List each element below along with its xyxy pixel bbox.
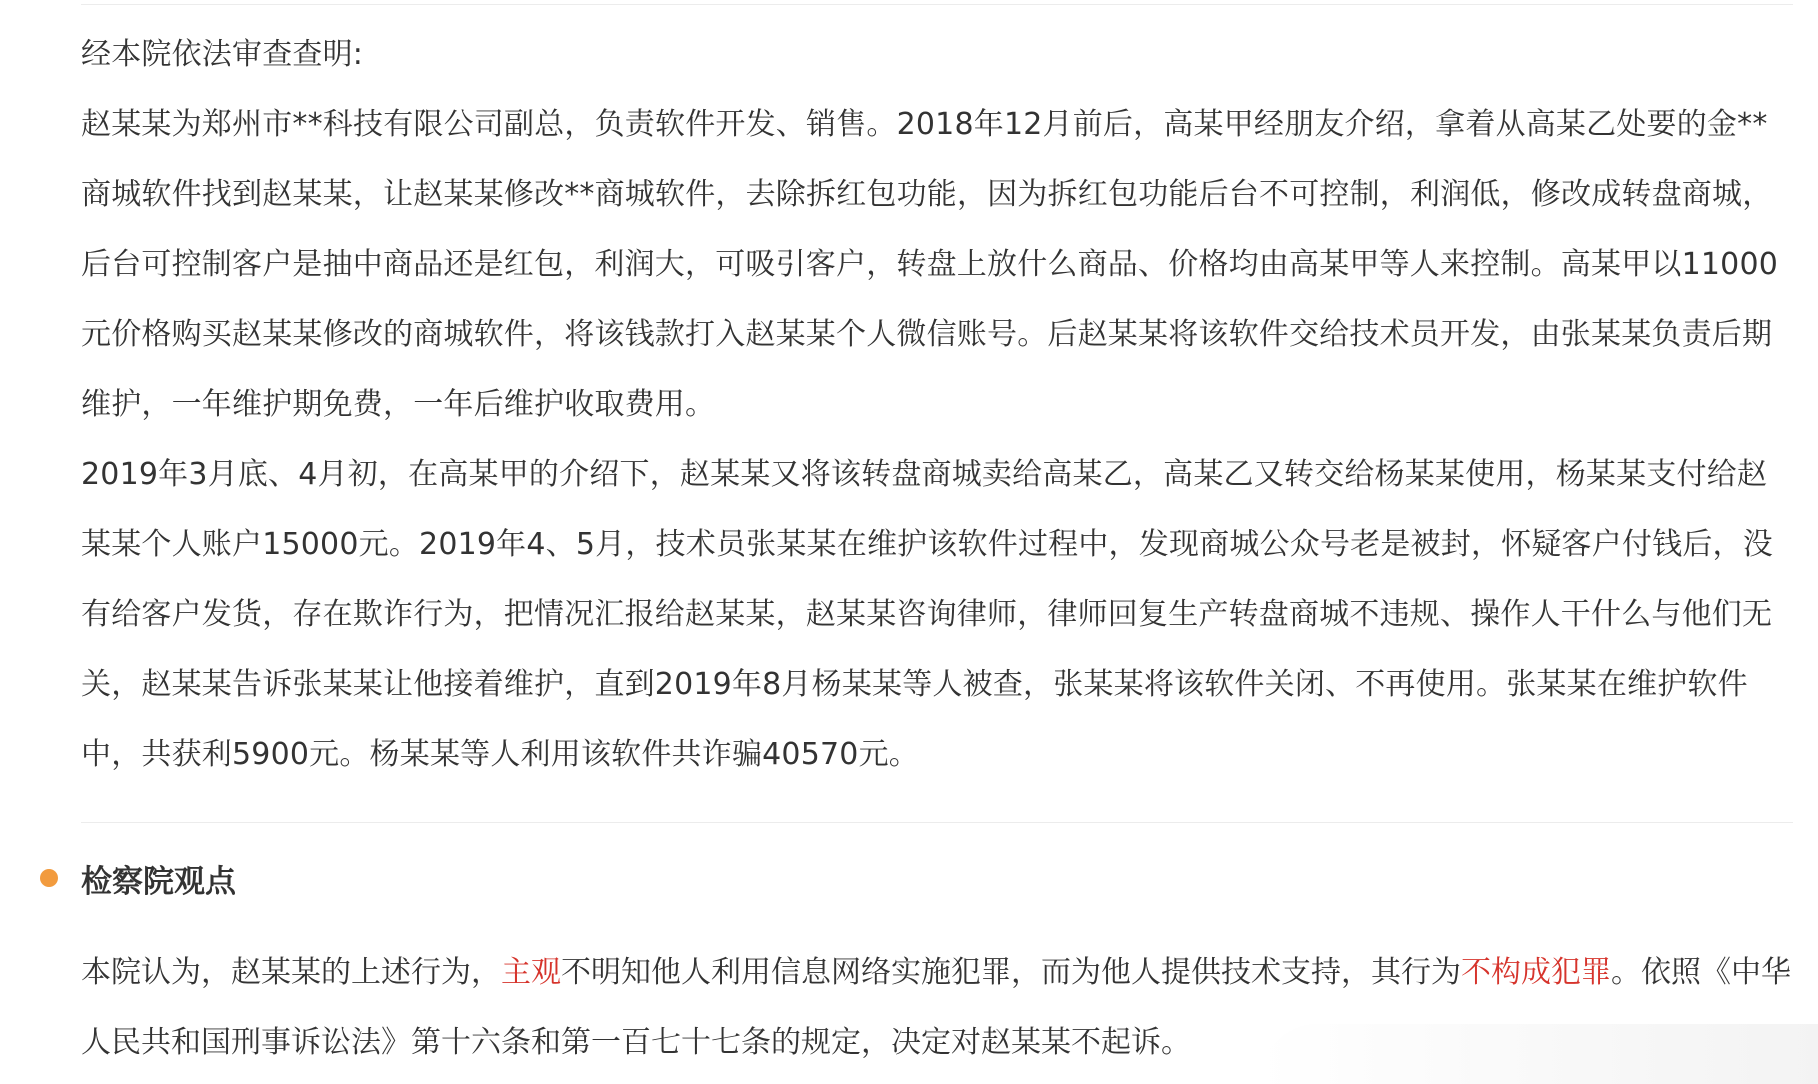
findings-paragraph-1: 赵某某为郑州市**科技有限公司副总，负责软件开发、销售。2018年12月前后，高某甲经朋友介绍，拿着从高某乙处要的金**商城软件找到赵某某，让赵某某修改**商城软件，去除拆红包功能，因为拆红包功能后台不可控制，利润低，修改成转盘商城，后台可控制客户是抽中商品还是红包，利润大，可吸引客户，转盘上放什么商品、价格均由高某甲等人来控制。高某甲以11000元价格购买赵某某修改的商城软件，将该钱款打入赵某某个人微信账号。后赵某某将该软件交给技术员开发，由张某某负责后期维护，一年维护期免费，一年后维护收取费用。 [81, 107, 1779, 422]
findings-paragraph-2: 2019年3月底、4月初，在高某甲的介绍下，赵某某又将该转盘商城卖给高某乙，高某乙又转交给杨某某使用，杨某某支付给赵某某个人账户15000元。2019年4、5月，技术员张某某在维护该软件过程中，发现商城公众号老是被封，怀疑客户付钱后，没有给客户发货，存在欺诈行为，把情况汇报给赵某某，赵某某咨询律师，律师回复生产转盘商城不违规、操作人干什么与他们无关，赵某某告诉张某某让他接着维护，直到2019年8月杨某某等人被查，张某某将该软件关闭、不再使用。张某某在维护软件中，共获利5900元。杨某某等人利用该软件共诈骗40570元。 [81, 457, 1773, 772]
highlight-not-crime: 不构成犯罪 [1461, 955, 1611, 990]
top-divider [81, 4, 1793, 5]
highlight-subjective: 主观 [501, 955, 561, 990]
section-divider [81, 822, 1793, 823]
bullet-dot-icon [40, 869, 58, 887]
procuratorate-header [40, 855, 236, 901]
bottom-shadow-decoration [1258, 1024, 1818, 1084]
findings-section [81, 20, 1793, 790]
opinion-text-1: 本院认为，赵某某的上述行为， [81, 955, 501, 990]
opinion-text-3: 。依照《中华人民共和国刑事诉讼法》第十六条和第一百七十七条的规定，决定对赵某某不起诉。 [81, 955, 1791, 1060]
findings-intro: 经本院依法审查查明: [81, 37, 364, 72]
opinion-text-2: 不明知他人利用信息网络实施犯罪，而为他人提供技术支持，其行为 [561, 955, 1461, 990]
section-title: 检察院观点 [81, 863, 236, 900]
